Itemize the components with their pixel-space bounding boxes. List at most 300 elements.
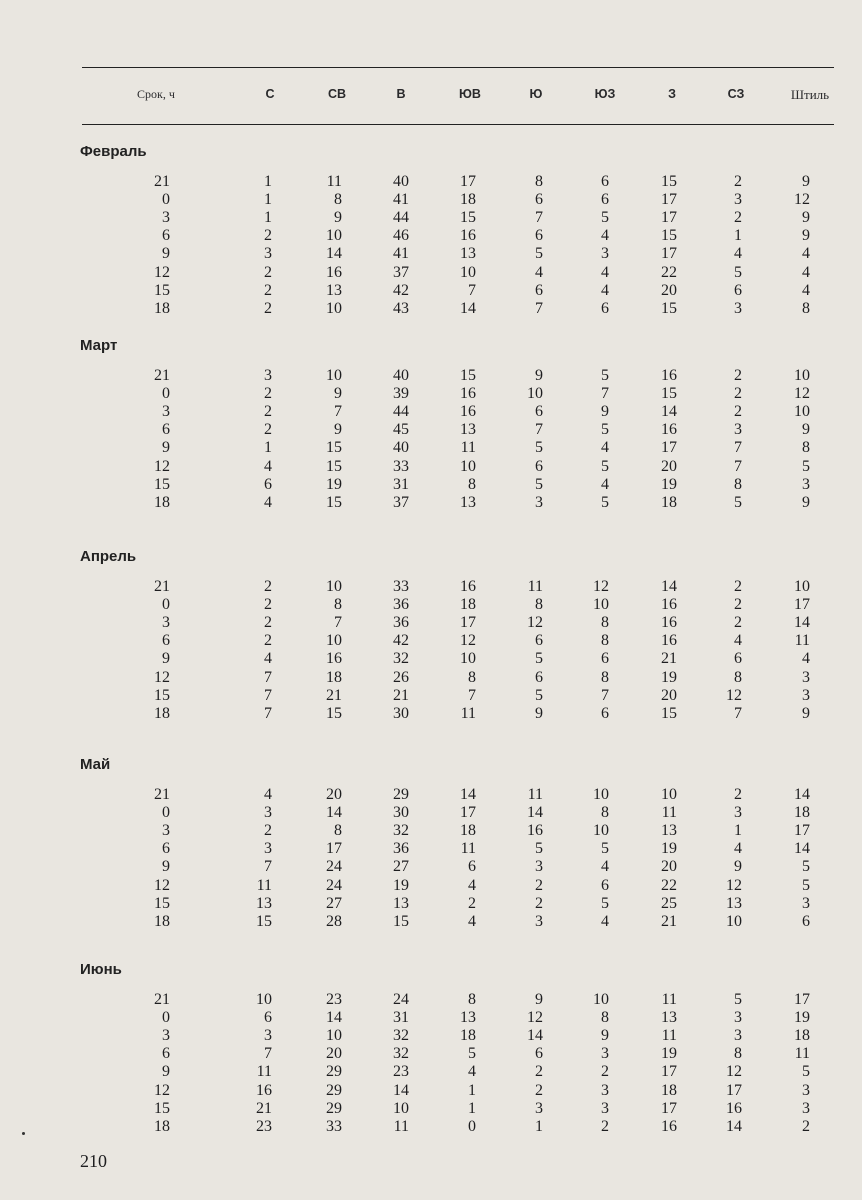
time-cell: 18 — [154, 704, 170, 722]
time-cell: 3 — [162, 209, 170, 227]
value-cell: 41 — [393, 191, 409, 209]
time-cell: 15 — [154, 1099, 170, 1117]
time-cell: 18 — [154, 299, 170, 317]
value-cell: 19 — [661, 668, 677, 686]
value-cell: 9 — [802, 704, 810, 722]
value-cell: 11 — [794, 1045, 810, 1063]
value-cell: 6 — [601, 704, 609, 722]
value-cell: 2 — [601, 1063, 609, 1081]
table-row — [0, 650, 862, 668]
value-cell: 8 — [601, 632, 609, 650]
value-cell: 15 — [460, 209, 476, 227]
table-row — [0, 614, 862, 632]
value-cell: 3 — [264, 1027, 272, 1045]
value-cell: 4 — [601, 912, 609, 930]
value-cell: 6 — [535, 632, 543, 650]
value-cell: 13 — [460, 421, 476, 439]
value-cell: 4 — [802, 245, 810, 263]
value-cell: 1 — [468, 1099, 476, 1117]
table-row — [0, 1100, 862, 1118]
value-cell: 10 — [593, 596, 609, 614]
time-cell: 3 — [162, 403, 170, 421]
time-cell: 0 — [162, 1009, 170, 1027]
value-cell: 4 — [468, 912, 476, 930]
value-cell: 16 — [661, 614, 677, 632]
value-cell: 27 — [393, 858, 409, 876]
value-cell: 17 — [460, 614, 476, 632]
value-cell: 3 — [802, 1081, 810, 1099]
value-cell: 4 — [734, 632, 742, 650]
value-cell: 2 — [535, 894, 543, 912]
value-cell: 13 — [460, 493, 476, 511]
value-cell: 45 — [393, 421, 409, 439]
value-cell: 2 — [734, 403, 742, 421]
table-row — [0, 1118, 862, 1136]
month-heading: Май — [80, 756, 111, 773]
value-cell: 11 — [256, 1063, 272, 1081]
value-cell: 30 — [393, 704, 409, 722]
value-cell: 17 — [661, 245, 677, 263]
value-cell: 4 — [468, 1063, 476, 1081]
time-cell: 9 — [162, 1063, 170, 1081]
value-cell: 8 — [535, 173, 543, 190]
value-cell: 10 — [460, 650, 476, 668]
value-cell: 1 — [264, 439, 272, 457]
value-cell: 4 — [264, 786, 272, 803]
value-cell: 10 — [460, 263, 476, 281]
value-cell: 32 — [393, 1027, 409, 1045]
value-cell: 6 — [601, 299, 609, 317]
value-cell: 6 — [535, 227, 543, 245]
value-cell: 40 — [393, 173, 409, 190]
value-cell: 2 — [264, 614, 272, 632]
value-cell: 10 — [326, 1027, 342, 1045]
value-cell: 12 — [593, 578, 609, 595]
table-header — [0, 87, 862, 109]
value-cell: 36 — [393, 614, 409, 632]
value-cell: 11 — [661, 1027, 677, 1045]
value-cell: 11 — [256, 876, 272, 894]
value-cell: 14 — [661, 403, 677, 421]
value-cell: 8 — [601, 614, 609, 632]
time-cell: 9 — [162, 245, 170, 263]
value-cell: 4 — [601, 439, 609, 457]
value-cell: 36 — [393, 596, 409, 614]
value-cell: 3 — [802, 686, 810, 704]
page-number: 210 — [80, 1151, 107, 1171]
value-cell: 5 — [734, 991, 742, 1008]
value-cell: 15 — [326, 704, 342, 722]
value-cell: 6 — [535, 457, 543, 475]
value-cell: 8 — [468, 475, 476, 493]
value-cell: 18 — [661, 1081, 677, 1099]
value-cell: 3 — [264, 804, 272, 822]
value-cell: 5 — [734, 493, 742, 511]
value-cell: 8 — [601, 804, 609, 822]
table-row — [0, 300, 862, 318]
value-cell: 44 — [393, 403, 409, 421]
value-cell: 12 — [527, 1009, 543, 1027]
value-cell: 22 — [661, 263, 677, 281]
value-cell: 24 — [326, 876, 342, 894]
value-cell: 2 — [734, 614, 742, 632]
value-cell: 17 — [794, 991, 810, 1008]
value-cell: 19 — [661, 840, 677, 858]
value-cell: 7 — [264, 686, 272, 704]
time-cell: 12 — [154, 457, 170, 475]
value-cell: 9 — [535, 704, 543, 722]
value-cell: 14 — [726, 1117, 742, 1135]
value-cell: 9 — [601, 1027, 609, 1045]
value-cell: 10 — [326, 632, 342, 650]
value-cell: 40 — [393, 439, 409, 457]
value-cell: 3 — [601, 1081, 609, 1099]
value-cell: 19 — [794, 1009, 810, 1027]
value-cell: 14 — [794, 840, 810, 858]
value-cell: 8 — [468, 668, 476, 686]
value-cell: 16 — [661, 596, 677, 614]
value-cell: 9 — [802, 421, 810, 439]
value-cell: 21 — [326, 686, 342, 704]
value-cell: 3 — [535, 858, 543, 876]
value-cell: 4 — [601, 227, 609, 245]
time-cell: 21 — [154, 367, 170, 384]
table-row — [0, 209, 862, 227]
value-cell: 37 — [393, 263, 409, 281]
value-cell: 2 — [734, 173, 742, 190]
value-cell: 2 — [468, 894, 476, 912]
value-cell: 10 — [256, 991, 272, 1008]
value-cell: 4 — [601, 858, 609, 876]
value-cell: 12 — [794, 191, 810, 209]
value-cell: 10 — [326, 578, 342, 595]
value-cell: 6 — [535, 403, 543, 421]
value-cell: 9 — [334, 421, 342, 439]
value-cell: 6 — [535, 191, 543, 209]
value-cell: 3 — [601, 1099, 609, 1117]
table-row — [0, 632, 862, 650]
value-cell: 33 — [326, 1117, 342, 1135]
value-cell: 7 — [468, 281, 476, 299]
value-cell: 8 — [802, 299, 810, 317]
value-cell: 21 — [661, 650, 677, 668]
value-cell: 3 — [734, 421, 742, 439]
value-cell: 18 — [661, 493, 677, 511]
value-cell: 30 — [393, 804, 409, 822]
value-cell: 5 — [802, 858, 810, 876]
table-row — [0, 596, 862, 614]
value-cell: 32 — [393, 1045, 409, 1063]
value-cell: 1 — [734, 822, 742, 840]
value-cell: 6 — [468, 858, 476, 876]
page-speck — [22, 1132, 25, 1135]
value-cell: 7 — [535, 209, 543, 227]
value-cell: 10 — [726, 912, 742, 930]
value-cell: 14 — [527, 1027, 543, 1045]
value-cell: 17 — [661, 209, 677, 227]
value-cell: 7 — [468, 686, 476, 704]
value-cell: 3 — [601, 245, 609, 263]
column-header: С — [265, 87, 275, 101]
value-cell: 17 — [661, 1099, 677, 1117]
table-row — [0, 403, 862, 421]
value-cell: 14 — [326, 245, 342, 263]
value-cell: 20 — [326, 786, 342, 803]
value-cell: 20 — [661, 686, 677, 704]
value-cell: 24 — [326, 858, 342, 876]
value-cell: 7 — [601, 385, 609, 403]
month-heading: Июнь — [80, 961, 122, 978]
value-cell: 3 — [734, 191, 742, 209]
table-row — [0, 804, 862, 822]
value-cell: 24 — [393, 991, 409, 1008]
time-cell: 12 — [154, 876, 170, 894]
value-cell: 12 — [794, 385, 810, 403]
value-cell: 6 — [535, 668, 543, 686]
value-cell: 14 — [661, 578, 677, 595]
value-cell: 8 — [802, 439, 810, 457]
value-cell: 5 — [535, 475, 543, 493]
value-cell: 14 — [326, 804, 342, 822]
value-cell: 16 — [661, 421, 677, 439]
time-cell: 15 — [154, 686, 170, 704]
value-cell: 2 — [264, 281, 272, 299]
value-cell: 6 — [535, 281, 543, 299]
value-cell: 13 — [393, 894, 409, 912]
value-cell: 4 — [802, 281, 810, 299]
value-cell: 43 — [393, 299, 409, 317]
value-cell: 11 — [460, 704, 476, 722]
value-cell: 3 — [535, 912, 543, 930]
value-cell: 13 — [460, 245, 476, 263]
time-cell: 9 — [162, 650, 170, 668]
value-cell: 7 — [535, 299, 543, 317]
value-cell: 8 — [334, 822, 342, 840]
value-cell: 12 — [460, 632, 476, 650]
value-cell: 11 — [326, 173, 342, 190]
value-cell: 2 — [734, 385, 742, 403]
value-cell: 17 — [726, 1081, 742, 1099]
table-row — [0, 669, 862, 687]
value-cell: 11 — [661, 991, 677, 1008]
value-cell: 32 — [393, 650, 409, 668]
table-row — [0, 991, 862, 1009]
value-cell: 5 — [802, 1063, 810, 1081]
value-cell: 21 — [393, 686, 409, 704]
value-cell: 8 — [334, 596, 342, 614]
value-cell: 11 — [527, 578, 543, 595]
value-cell: 2 — [264, 578, 272, 595]
value-cell: 18 — [794, 804, 810, 822]
table-row — [0, 895, 862, 913]
table-row — [0, 245, 862, 263]
value-cell: 4 — [601, 475, 609, 493]
value-cell: 4 — [601, 263, 609, 281]
value-cell: 5 — [734, 263, 742, 281]
value-cell: 11 — [661, 804, 677, 822]
value-cell: 6 — [264, 1009, 272, 1027]
value-cell: 1 — [535, 1117, 543, 1135]
value-cell: 5 — [601, 894, 609, 912]
value-cell: 15 — [661, 227, 677, 245]
value-cell: 2 — [264, 596, 272, 614]
column-header: ЮЗ — [594, 87, 616, 101]
time-cell: 15 — [154, 281, 170, 299]
value-cell: 7 — [264, 1045, 272, 1063]
value-cell: 9 — [802, 173, 810, 190]
value-cell: 33 — [393, 578, 409, 595]
value-cell: 44 — [393, 209, 409, 227]
value-cell: 2 — [734, 209, 742, 227]
value-cell: 1 — [264, 209, 272, 227]
value-cell: 21 — [661, 912, 677, 930]
value-cell: 5 — [802, 457, 810, 475]
value-cell: 17 — [460, 173, 476, 190]
time-cell: 21 — [154, 786, 170, 803]
value-cell: 2 — [264, 299, 272, 317]
value-cell: 13 — [726, 894, 742, 912]
month-heading: Март — [80, 337, 118, 354]
value-cell: 1 — [264, 173, 272, 190]
value-cell: 10 — [593, 991, 609, 1008]
value-cell: 15 — [326, 457, 342, 475]
time-cell: 15 — [154, 475, 170, 493]
value-cell: 41 — [393, 245, 409, 263]
time-cell: 0 — [162, 191, 170, 209]
value-cell: 4 — [264, 650, 272, 668]
table-row — [0, 476, 862, 494]
value-cell: 5 — [601, 209, 609, 227]
value-cell: 12 — [726, 876, 742, 894]
value-cell: 7 — [734, 704, 742, 722]
value-cell: 3 — [734, 299, 742, 317]
value-cell: 17 — [794, 822, 810, 840]
column-header: ЮВ — [459, 87, 481, 101]
value-cell: 6 — [734, 281, 742, 299]
value-cell: 6 — [535, 1045, 543, 1063]
column-header: З — [668, 87, 676, 101]
value-cell: 9 — [334, 385, 342, 403]
value-cell: 3 — [802, 668, 810, 686]
value-cell: 11 — [460, 840, 476, 858]
value-cell: 5 — [468, 1045, 476, 1063]
table-row — [0, 858, 862, 876]
value-cell: 5 — [535, 840, 543, 858]
value-cell: 3 — [264, 367, 272, 384]
time-cell: 21 — [154, 991, 170, 1008]
value-cell: 5 — [535, 650, 543, 668]
column-header: Ю — [529, 87, 543, 101]
value-cell: 3 — [535, 1099, 543, 1117]
time-cell: 18 — [154, 912, 170, 930]
table-row — [0, 282, 862, 300]
value-cell: 4 — [264, 457, 272, 475]
table-row — [0, 227, 862, 245]
value-cell: 10 — [661, 786, 677, 803]
value-cell: 4 — [264, 493, 272, 511]
value-cell: 4 — [734, 245, 742, 263]
value-cell: 10 — [593, 822, 609, 840]
value-cell: 39 — [393, 385, 409, 403]
value-cell: 29 — [326, 1063, 342, 1081]
time-cell: 6 — [162, 840, 170, 858]
value-cell: 2 — [535, 1081, 543, 1099]
value-cell: 6 — [601, 650, 609, 668]
value-cell: 15 — [661, 385, 677, 403]
value-cell: 15 — [326, 493, 342, 511]
value-cell: 10 — [794, 403, 810, 421]
value-cell: 9 — [535, 367, 543, 384]
value-cell: 11 — [527, 786, 543, 803]
value-cell: 10 — [326, 227, 342, 245]
value-cell: 4 — [468, 876, 476, 894]
time-cell: 12 — [154, 1081, 170, 1099]
value-cell: 5 — [535, 245, 543, 263]
table-row — [0, 1063, 862, 1081]
value-cell: 15 — [393, 912, 409, 930]
value-cell: 16 — [661, 632, 677, 650]
value-cell: 2 — [734, 578, 742, 595]
value-cell: 15 — [460, 367, 476, 384]
value-cell: 7 — [734, 439, 742, 457]
value-cell: 2 — [734, 367, 742, 384]
value-cell: 5 — [535, 439, 543, 457]
table-row — [0, 687, 862, 705]
value-cell: 3 — [601, 1045, 609, 1063]
value-cell: 5 — [601, 840, 609, 858]
value-cell: 3 — [802, 894, 810, 912]
value-cell: 2 — [264, 227, 272, 245]
value-cell: 6 — [264, 475, 272, 493]
value-cell: 16 — [326, 263, 342, 281]
value-cell: 15 — [661, 173, 677, 190]
value-cell: 1 — [468, 1081, 476, 1099]
value-cell: 20 — [661, 858, 677, 876]
value-cell: 17 — [326, 840, 342, 858]
table-top-rule — [82, 67, 834, 68]
table-row — [0, 578, 862, 596]
value-cell: 20 — [661, 457, 677, 475]
value-cell: 3 — [264, 840, 272, 858]
value-cell: 10 — [326, 299, 342, 317]
value-cell: 16 — [326, 650, 342, 668]
value-cell: 12 — [527, 614, 543, 632]
value-cell: 18 — [460, 822, 476, 840]
value-cell: 3 — [734, 1027, 742, 1045]
value-cell: 2 — [264, 263, 272, 281]
value-cell: 16 — [661, 367, 677, 384]
value-cell: 13 — [661, 1009, 677, 1027]
value-cell: 23 — [393, 1063, 409, 1081]
column-header: СВ — [327, 87, 347, 101]
value-cell: 10 — [393, 1099, 409, 1117]
value-cell: 19 — [326, 475, 342, 493]
time-cell: 6 — [162, 632, 170, 650]
column-header: Срок, ч — [137, 87, 175, 101]
value-cell: 10 — [527, 385, 543, 403]
time-cell: 3 — [162, 1027, 170, 1045]
value-cell: 12 — [726, 1063, 742, 1081]
value-cell: 9 — [734, 858, 742, 876]
value-cell: 8 — [734, 475, 742, 493]
value-cell: 2 — [264, 632, 272, 650]
value-cell: 4 — [802, 263, 810, 281]
time-cell: 18 — [154, 1117, 170, 1135]
value-cell: 8 — [601, 668, 609, 686]
time-cell: 6 — [162, 421, 170, 439]
value-cell: 11 — [794, 632, 810, 650]
value-cell: 6 — [802, 912, 810, 930]
